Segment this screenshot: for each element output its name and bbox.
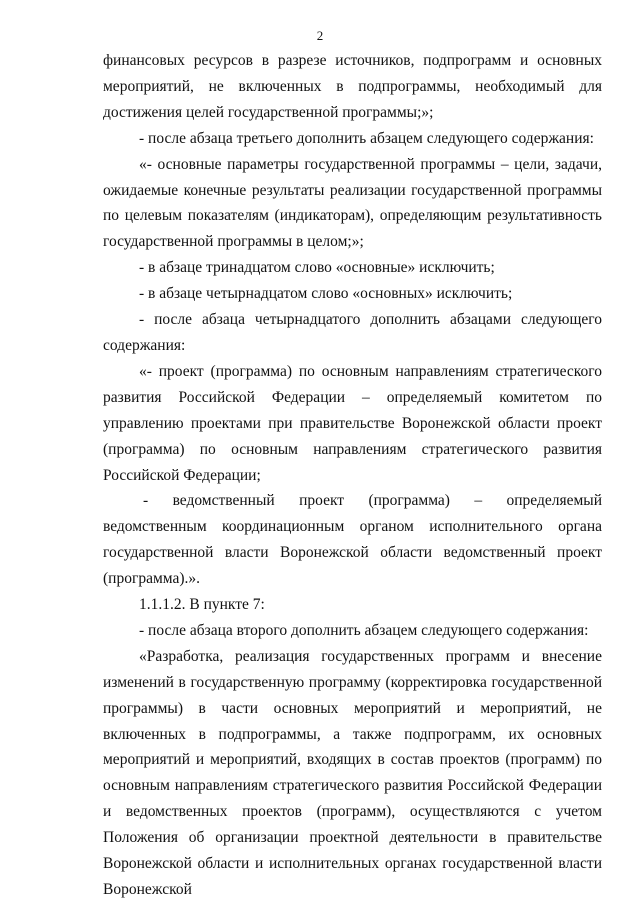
paragraph-after-fourteenth: - после абзаца четырнадцатого дополнить абзацами следующего содержания: [103,311,602,354]
paragraph-development: «Разработка, реализация государственных программ и внесение изменений в государственную программу (корректировка государственной программы) в части основных мероприятий и мероприятий, не включенных в подпрограммы, а также подпрограмм, их основных мероприятий и мероприятий, входящих в состав проектов (программ) по основным направлениям стратегического развития Российской Федерации и ведомственных проектов (программ), осуществляются с учетом Положения об организации проектной деятельности в правительстве Воронежской области и исполнительных органах государственной власти Воронежской [103,647,602,898]
paragraph-fourteenth: - в абзаце четырнадцатом слово «основных» исключить; [139,285,513,303]
document-body [103,48,602,903]
paragraph-point-7: 1.1.1.2. В пункте 7: [139,596,265,614]
paragraph-departmental-project: - ведомственный проект (программа) – определяемый ведомственным координационным органом исполнительного органа государственной власти Воронежской области ведомственный проект (программа).». [103,492,602,588]
paragraph-amendment-after-third: - после абзаца третьего дополнить абзацем следующего содержания: [139,129,594,147]
paragraph-main-parameters: «- основные параметры государственной программы – цели, задачи, ожидаемые конечные результаты реализации государственной программы по целевым показателям (индикаторам), определяющим результативность государственной программы в целом;»; [103,155,602,251]
paragraph-strategic-project: «- проект (программа) по основным направлениям стратегического развития Российской Федерации – определяемый комитетом по управлению проектами при правительстве Воронежской области проект (программа) по основным направлениям стратегического развития Российской Федерации; [103,362,602,484]
paragraph-thirteenth: - в абзаце тринадцатом слово «основные» исключить; [139,259,495,277]
paragraph-after-second: - после абзаца второго дополнить абзацем следующего содержания: [139,621,589,639]
paragraph-continuation: финансовых ресурсов в разрезе источников, подпрограмм и основных мероприятий, не включенных в подпрограммы, необходимый для достижения целей государственной программы;»; [103,52,602,121]
page-number: 2 [316,28,324,43]
